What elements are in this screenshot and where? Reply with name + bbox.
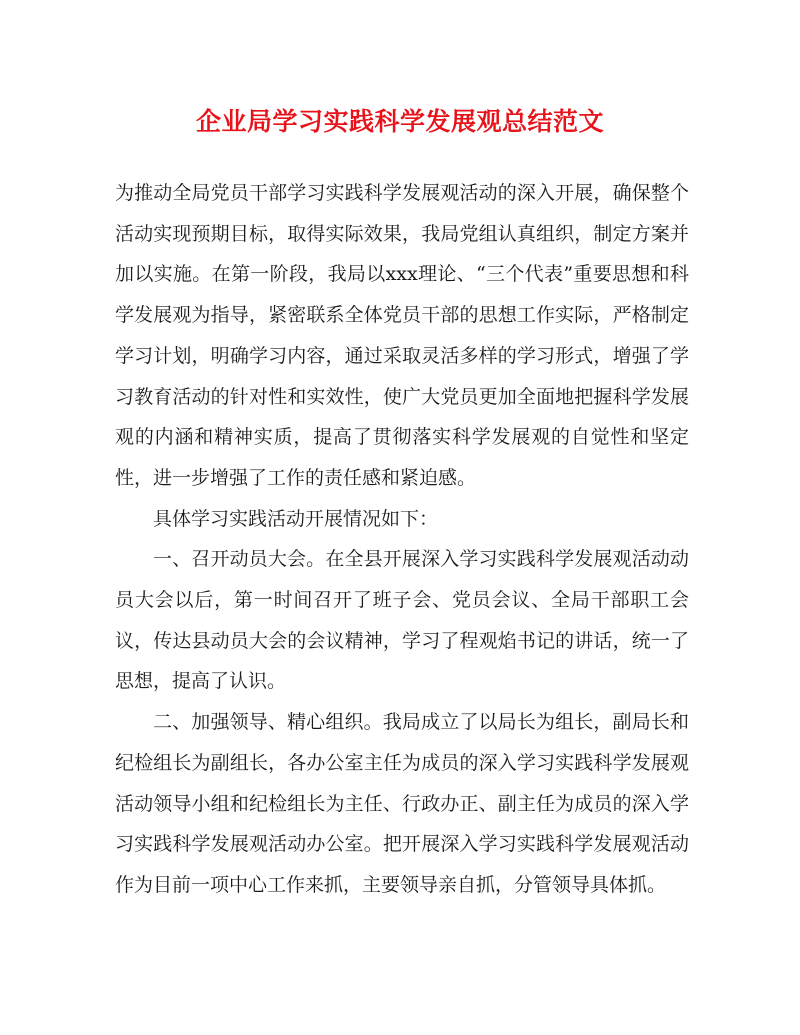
document-body <box>115 173 689 906</box>
paragraph-item-1: 一、召开动员大会。在全县开展深入学习实践科学发展观活动动员大会以后，第一时间召开了班子会、党员会议、全局干部职工会议，传达县动员大会的会议精神，学习了程观焰书记的讲话，统一了思想，提高了认识。 <box>115 548 689 693</box>
paragraph-item-2: 二、加强领导、精心组织。我局成立了以局长为组长，副局长和纪检组长为副组长，各办公室主任为成员的深入学习实践科学发展观活动领导小组和纪检组长为主任、行政办正、副主任为成员的深入学习实践科学发展观活动办公室。把开展深入学习实践科学发展观活动作为目前一项中心工作来抓，主要领导亲自抓，分管领导具体抓。 <box>115 711 689 896</box>
document-title: 企业局学习实践科学发展观总结范文 <box>195 107 604 136</box>
paragraph-overview: 具体学习实践活动开展情况如下： <box>153 507 439 530</box>
paragraph-intro: 为推动全局党员干部学习实践科学发展观活动的深入开展，确保整个活动实现预期目标，取得实际效果，我局党组认真组织，制定方案并加以实施。在第一阶段，我局以xxx理论、“三个代表”重要思想和科学发展观为指导，紧密联系全体党员干部的思想工作实际，严格制定学习计划，明确学习内容，通过采取灵活多样的学习形式，增强了学习教育活动的针对性和实效性，使广大党员更加全面地把握科学发展观的内涵和精神实质，提高了贯彻落实科学发展观的自觉性和坚定性，进一步增强了工作的责任感和紧迫感。 <box>115 182 689 489</box>
